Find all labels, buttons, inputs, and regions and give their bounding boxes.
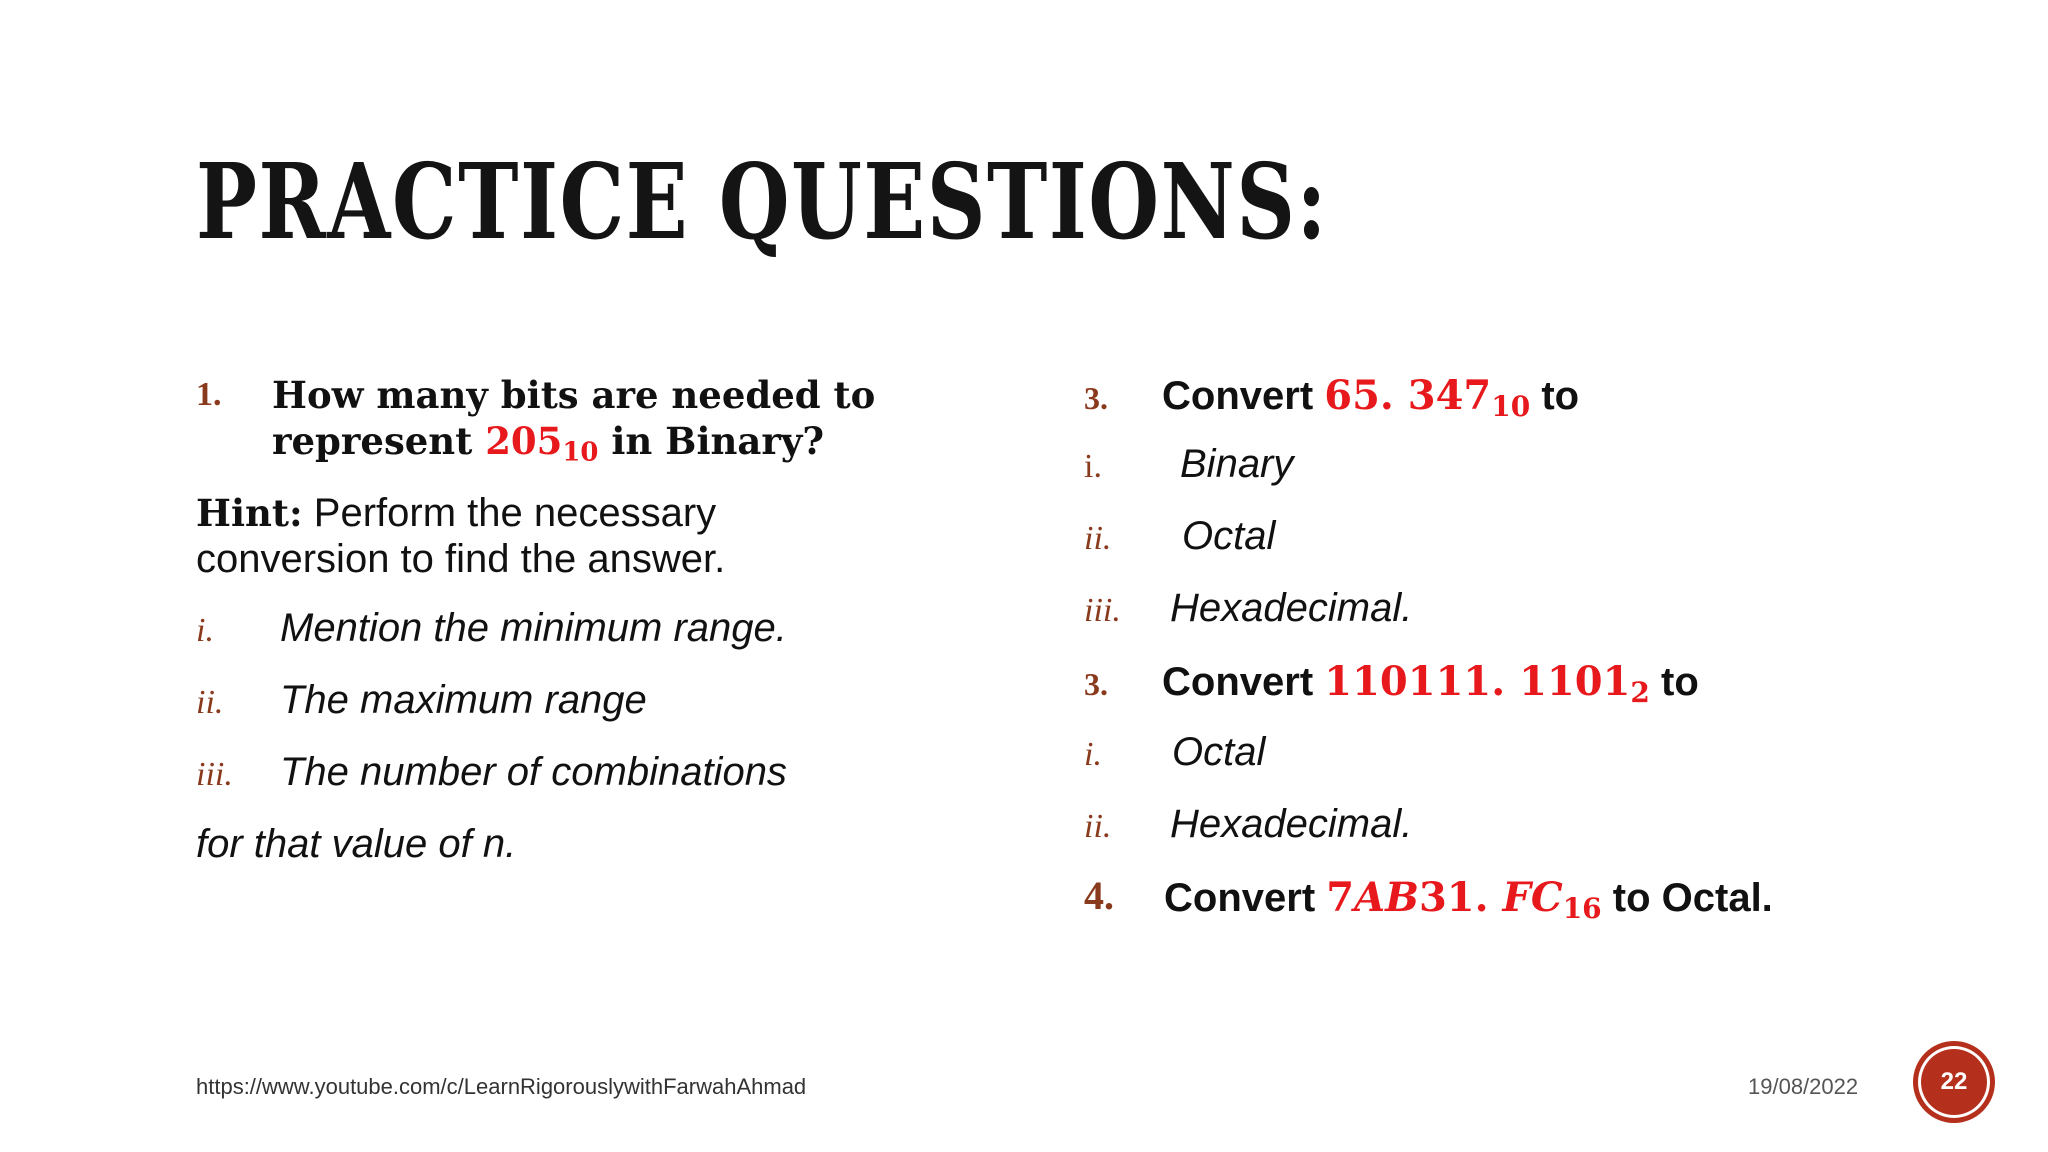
closing-text: for that value of n. (196, 822, 517, 866)
question-3a-base: 10 (1491, 390, 1531, 423)
list-item-text: Binary (1180, 442, 1294, 486)
question-4-number: 4. (1084, 873, 1114, 918)
question-1-line1: How many bits are needed to (272, 373, 876, 417)
question-3b-text (1162, 658, 1699, 709)
list-marker: iii. (196, 756, 233, 793)
question-1-line2 (272, 418, 875, 468)
hint-label: Hint: (196, 491, 303, 535)
hint-line2: conversion to find the answer. (196, 537, 726, 581)
convert-to: to (1649, 660, 1699, 704)
question-1-text (272, 372, 876, 468)
list-item (196, 750, 1076, 800)
question-4-text (1164, 874, 1773, 925)
footer-date: 19/08/2022 (1748, 1074, 1859, 1099)
list-item-text: The number of combinations (280, 750, 787, 794)
question-1-base: 10 (562, 437, 599, 468)
question-3a-value: 65. $347_{10}$ (1324, 372, 1531, 423)
question-1-represent: represent (272, 419, 486, 463)
list-item (1084, 442, 1984, 492)
list-marker: ii. (196, 684, 224, 721)
list-item-text: The maximum range (280, 678, 647, 722)
question-3a-number: 3. (1084, 380, 1108, 416)
convert-to-octal: to Octal. (1601, 876, 1773, 920)
question-3b-value: 110111. $1101_2$ (1324, 658, 1650, 709)
list-item (196, 606, 1076, 656)
question-4-base: 16 (1562, 892, 1602, 925)
page-number-badge: 22 (1918, 1046, 1990, 1118)
hint-line1: Perform the necessary (302, 491, 717, 535)
list-marker: i. (1084, 736, 1102, 773)
list-marker: i. (1084, 448, 1102, 485)
list-item-text: Octal (1172, 730, 1266, 774)
list-item (196, 678, 1076, 728)
list-item-text: Hexadecimal. (1170, 586, 1413, 630)
list-item (1084, 802, 1984, 852)
question-3b-base: 2 (1630, 676, 1650, 709)
question-1-value: $205_{10}$ (485, 419, 599, 468)
list-item-text: Mention the minimum range. (280, 606, 787, 650)
question-1-in-binary: in Binary? (598, 419, 825, 463)
question-3b-number: 3. (1084, 666, 1108, 702)
question-4-value: 7AB31. $FC_{16}$ (1326, 874, 1602, 925)
convert-to: to (1530, 374, 1580, 418)
question-1-number: 1. (196, 376, 222, 413)
footer-url[interactable]: https://www.youtube.com/c/LearnRigorouslywithFarwahAhmad (196, 1074, 807, 1099)
question-3a-text (1162, 372, 1580, 423)
list-item (1084, 730, 1984, 780)
list-marker: ii. (1084, 808, 1112, 845)
list-item (1084, 586, 1984, 636)
list-marker: i. (196, 612, 214, 649)
hint (196, 490, 725, 582)
list-item-text: Octal (1182, 514, 1276, 558)
list-item (1084, 514, 1984, 564)
convert-label: Convert (1164, 876, 1327, 920)
list-marker: ii. (1084, 520, 1112, 557)
convert-label: Convert (1162, 374, 1325, 418)
slide-title: PRACTICE QUESTIONS: (196, 140, 1328, 263)
convert-label: Convert (1162, 660, 1325, 704)
list-item-text: Hexadecimal. (1170, 802, 1413, 846)
list-marker: iii. (1084, 592, 1121, 629)
